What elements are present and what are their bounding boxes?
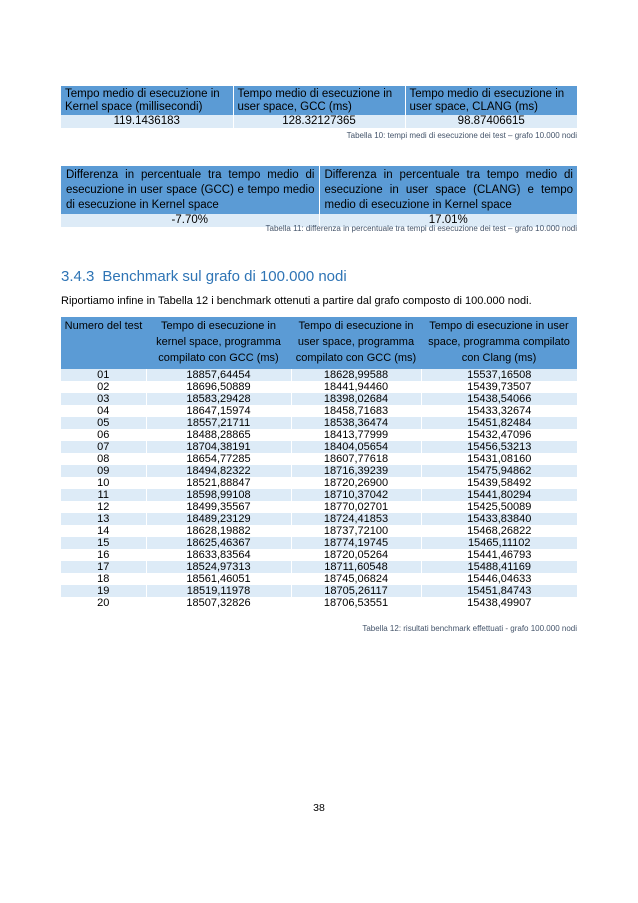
table-12-body <box>61 369 577 609</box>
table-12-caption: Tabella 12: risultati benchmark effettuati - grafo 100.000 nodi <box>362 624 577 633</box>
table-cell: 18737,72100 <box>291 525 421 537</box>
table-cell: 18583,29428 <box>146 393 291 405</box>
table-cell: 18458,71683 <box>291 405 421 417</box>
table-12-header-test: Numero del test <box>61 317 146 369</box>
table-cell: 18557,21711 <box>146 417 291 429</box>
section-number: 3.4.3 <box>61 268 95 285</box>
table-cell: 15465,11102 <box>421 537 577 549</box>
table-cell: 14 <box>61 525 146 537</box>
table-cell: 18519,11978 <box>146 585 291 597</box>
section-title: Benchmark sul grafo di 100.000 nodi <box>102 268 347 285</box>
table-11 <box>61 166 577 227</box>
table-10-value-gcc: 128.32127365 <box>233 115 405 128</box>
table-cell: 18 <box>61 573 146 585</box>
table-row <box>61 405 577 417</box>
table-cell: 15439,58492 <box>421 477 577 489</box>
table-cell: 18524,97313 <box>146 561 291 573</box>
table-cell: 15468,26822 <box>421 525 577 537</box>
table-cell: 15475,94862 <box>421 465 577 477</box>
table-cell: 06 <box>61 429 146 441</box>
table-row <box>61 537 577 549</box>
table-cell: 18770,02701 <box>291 501 421 513</box>
table-cell: 02 <box>61 381 146 393</box>
table-cell: 18720,05264 <box>291 549 421 561</box>
intro-paragraph: Riportiamo infine in Tabella 12 i benchmark ottenuti a partire dal grafo composto di 100.000 nodi. <box>61 295 532 307</box>
table-cell: 18654,77285 <box>146 453 291 465</box>
table-cell: 18538,36474 <box>291 417 421 429</box>
table-cell: 18720,26900 <box>291 477 421 489</box>
table-cell: 18716,39239 <box>291 465 421 477</box>
table-row <box>61 573 577 585</box>
table-cell: 07 <box>61 441 146 453</box>
table-cell: 08 <box>61 453 146 465</box>
table-cell: 15433,32674 <box>421 405 577 417</box>
table-cell: 18625,46367 <box>146 537 291 549</box>
table-cell: 15456,53213 <box>421 441 577 453</box>
table-cell: 13 <box>61 513 146 525</box>
page-number: 38 <box>313 802 325 814</box>
table-10-caption: Tabella 10: tempi medi di esecuzione dei test – grafo 10.000 nodi <box>346 131 577 140</box>
table-10-value-clang: 98.87406615 <box>405 115 577 128</box>
table-12-header-user-gcc: Tempo di esecuzione in user space, programma compilato con GCC (ms) <box>291 317 421 369</box>
table-cell: 18441,94460 <box>291 381 421 393</box>
table-10-header-kernel: Tempo medio di esecuzione in Kernel space (millisecondi) <box>61 86 233 115</box>
table-cell: 18628,99588 <box>291 369 421 381</box>
table-cell: 15446,04633 <box>421 573 577 585</box>
table-10 <box>61 86 577 128</box>
table-row <box>61 465 577 477</box>
table-cell: 18499,35567 <box>146 501 291 513</box>
table-row <box>61 501 577 513</box>
table-cell: 18705,26117 <box>291 585 421 597</box>
table-cell: 18724,41853 <box>291 513 421 525</box>
table-cell: 18628,19882 <box>146 525 291 537</box>
table-cell: 18494,82322 <box>146 465 291 477</box>
table-cell: 18488,28865 <box>146 429 291 441</box>
table-cell: 10 <box>61 477 146 489</box>
table-row <box>61 381 577 393</box>
table-row <box>61 561 577 573</box>
table-cell: 12 <box>61 501 146 513</box>
table-cell: 15425,50089 <box>421 501 577 513</box>
table-11-value-gcc: -7.70% <box>61 214 319 227</box>
table-row <box>61 393 577 405</box>
table-cell: 15439,73507 <box>421 381 577 393</box>
table-cell: 09 <box>61 465 146 477</box>
table-row <box>61 453 577 465</box>
table-10-header-gcc: Tempo medio di esecuzione in user space, GCC (ms) <box>233 86 405 115</box>
table-12-header-kernel-gcc: Tempo di esecuzione in kernel space, programma compilato con GCC (ms) <box>146 317 291 369</box>
table-cell: 18633,83564 <box>146 549 291 561</box>
section-heading <box>61 268 347 285</box>
table-cell: 18706,53551 <box>291 597 421 609</box>
table-cell: 01 <box>61 369 146 381</box>
table-row <box>61 477 577 489</box>
table-cell: 20 <box>61 597 146 609</box>
table-row <box>61 585 577 597</box>
table-cell: 18857,64454 <box>146 369 291 381</box>
table-cell: 15441,80294 <box>421 489 577 501</box>
table-cell: 15432,47096 <box>421 429 577 441</box>
table-row <box>61 525 577 537</box>
table-row <box>61 369 577 381</box>
table-cell: 05 <box>61 417 146 429</box>
table-cell: 15 <box>61 537 146 549</box>
table-cell: 18745,06824 <box>291 573 421 585</box>
table-cell: 18521,88847 <box>146 477 291 489</box>
table-10-value-kernel: 119.1436183 <box>61 115 233 128</box>
table-row <box>61 417 577 429</box>
table-cell: 11 <box>61 489 146 501</box>
table-cell: 19 <box>61 585 146 597</box>
table-cell: 18647,15974 <box>146 405 291 417</box>
table-cell: 18404,05654 <box>291 441 421 453</box>
table-cell: 18696,50889 <box>146 381 291 393</box>
table-cell: 15537,16508 <box>421 369 577 381</box>
table-cell: 18507,32826 <box>146 597 291 609</box>
table-cell: 15451,82484 <box>421 417 577 429</box>
table-cell: 17 <box>61 561 146 573</box>
table-cell: 15431,08160 <box>421 453 577 465</box>
table-cell: 18710,37042 <box>291 489 421 501</box>
table-row <box>61 597 577 609</box>
table-cell: 04 <box>61 405 146 417</box>
table-cell: 18598,99108 <box>146 489 291 501</box>
table-cell: 16 <box>61 549 146 561</box>
table-cell: 18711,60548 <box>291 561 421 573</box>
table-cell: 18398,02684 <box>291 393 421 405</box>
table-11-value-clang: 17.01% <box>319 214 577 227</box>
table-row <box>61 489 577 501</box>
table-12-header-user-clang: Tempo di esecuzione in user space, programma compilato con Clang (ms) <box>421 317 577 369</box>
table-cell: 03 <box>61 393 146 405</box>
table-cell: 15438,49907 <box>421 597 577 609</box>
table-cell: 15488,41169 <box>421 561 577 573</box>
table-cell: 18774,19745 <box>291 537 421 549</box>
table-cell: 15433,83840 <box>421 513 577 525</box>
table-10-header-clang: Tempo medio di esecuzione in user space, CLANG (ms) <box>405 86 577 115</box>
table-row <box>61 429 577 441</box>
table-row <box>61 513 577 525</box>
table-11-header-clang: Differenza in percentuale tra tempo medio di esecuzione in user space (CLANG) e tempo medio di esecuzione in Kernel space <box>319 166 577 214</box>
table-cell: 18489,23129 <box>146 513 291 525</box>
table-cell: 15438,54066 <box>421 393 577 405</box>
table-row <box>61 441 577 453</box>
table-12 <box>61 317 577 609</box>
table-cell: 18607,77618 <box>291 453 421 465</box>
table-row <box>61 549 577 561</box>
table-cell: 18413,77999 <box>291 429 421 441</box>
table-cell: 15441,46793 <box>421 549 577 561</box>
table-cell: 15451,84743 <box>421 585 577 597</box>
table-cell: 18704,38191 <box>146 441 291 453</box>
table-cell: 18561,46051 <box>146 573 291 585</box>
table-11-caption: Tabella 11: differenza in percentuale tra tempi di esecuzione dei test – grafo 10.000 nodi <box>265 224 577 233</box>
table-11-header-gcc: Differenza in percentuale tra tempo medio di esecuzione in user space (GCC) e tempo medio di esecuzione in Kernel space <box>61 166 319 214</box>
